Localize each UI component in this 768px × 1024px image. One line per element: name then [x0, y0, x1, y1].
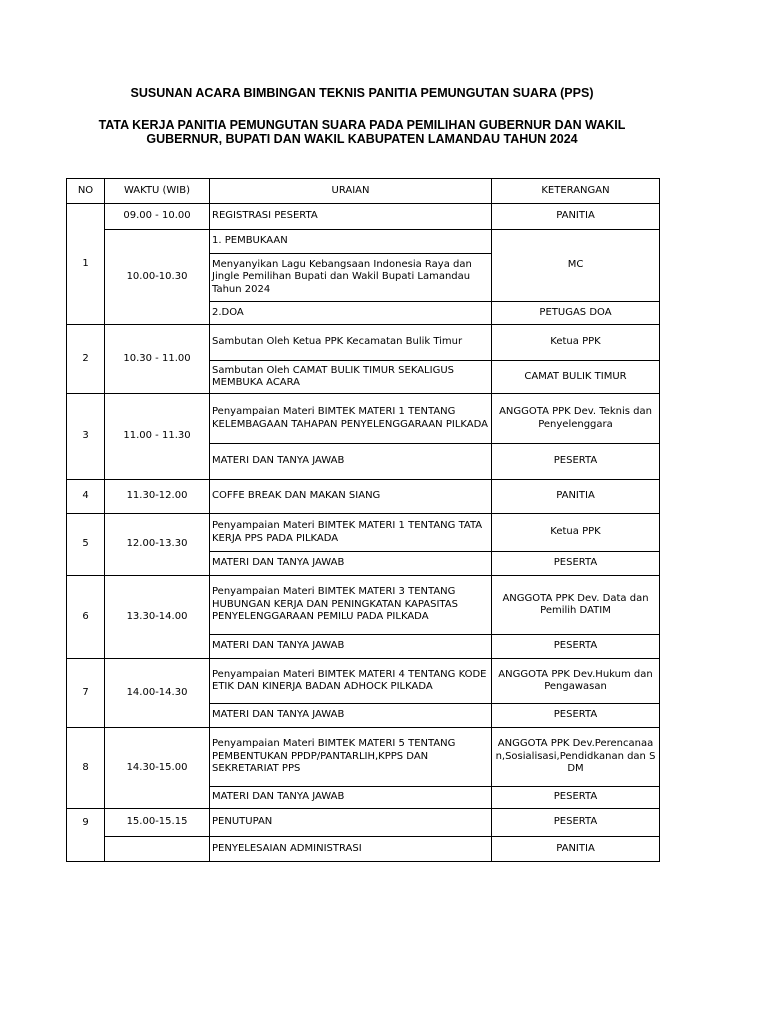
row-uraian: Penyampaian Materi BIMTEK MATERI 4 TENTANG KODE ETIK DAN KINERJA BADAN ADHOCK PILKADA: [210, 659, 492, 704]
row-no: 7: [67, 659, 105, 728]
row-keterangan: PESERTA: [492, 635, 660, 659]
row-waktu: 11.30-12.00: [105, 480, 210, 514]
row-no: 2: [67, 325, 105, 394]
table-header-row: [67, 179, 660, 204]
row-uraian: Sambutan Oleh Ketua PPK Kecamatan Bulik Timur: [210, 325, 492, 361]
row-no: 8: [67, 728, 105, 809]
row-keterangan: PANITIA: [492, 204, 660, 230]
row-uraian: Penyampaian Materi BIMTEK MATERI 1 TENTANG KELEMBAGAAN TAHAPAN PENYELENGGARAAN PILKADA: [210, 394, 492, 444]
row-keterangan: PESERTA: [492, 444, 660, 480]
row-keterangan: ANGGOTA PPK Dev.Perencanaan,Sosialisasi,Pendidkanan dan SDM: [492, 728, 660, 787]
row-keterangan: MC: [492, 230, 660, 302]
table-row: [67, 204, 660, 230]
table-row: [67, 230, 660, 254]
row-uraian: 1. PEMBUKAAN: [210, 230, 492, 254]
row-keterangan: ANGGOTA PPK Dev. Teknis dan Penyelenggara: [492, 394, 660, 444]
table-row: [67, 514, 660, 552]
row-keterangan: ANGGOTA PPK Dev.Hukum dan Pengawasan: [492, 659, 660, 704]
table-row: [67, 728, 660, 787]
table-row: [67, 576, 660, 635]
row-waktu: 09.00 - 10.00: [105, 204, 210, 230]
row-keterangan: PESERTA: [492, 809, 660, 837]
document-title: SUSUNAN ACARA BIMBINGAN TEKNIS PANITIA PEMUNGUTAN SUARA (PPS): [130, 86, 594, 100]
row-waktu: 13.30-14.00: [105, 576, 210, 659]
row-waktu: 10.00-10.30: [105, 230, 210, 325]
header-waktu: WAKTU (WIB): [105, 179, 210, 204]
row-waktu: 15.00-15.15: [105, 809, 210, 837]
row-no: 3: [67, 394, 105, 480]
row-keterangan: CAMAT BULIK TIMUR: [492, 361, 660, 394]
row-keterangan: ANGGOTA PPK Dev. Data dan Pemilih DATIM: [492, 576, 660, 635]
row-uraian: COFFE BREAK DAN MAKAN SIANG: [210, 480, 492, 514]
row-no-empty: [67, 837, 105, 862]
row-keterangan: PANITIA: [492, 837, 660, 862]
row-uraian: 2.DOA: [210, 302, 492, 325]
row-uraian: MATERI DAN TANYA JAWAB: [210, 444, 492, 480]
row-waktu-empty: [105, 837, 210, 862]
row-keterangan: PESERTA: [492, 704, 660, 728]
row-waktu: 11.00 - 11.30: [105, 394, 210, 480]
row-uraian: MATERI DAN TANYA JAWAB: [210, 635, 492, 659]
row-keterangan: PANITIA: [492, 480, 660, 514]
row-uraian: Penyampaian Materi BIMTEK MATERI 3 TENTANG HUBUNGAN KERJA DAN PENINGKATAN KAPASITAS PENYELENGGARAAN PEMILU PADA PILKADA: [210, 576, 492, 635]
row-keterangan: PESERTA: [492, 552, 660, 576]
row-uraian: PENUTUPAN: [210, 809, 492, 837]
document-subtitle: [60, 118, 664, 146]
row-uraian: REGISTRASI PESERTA: [210, 204, 492, 230]
table-row: [67, 325, 660, 361]
row-uraian: PENYELESAIAN ADMINISTRASI: [210, 837, 492, 862]
header-no: NO: [67, 179, 105, 204]
row-uraian: MATERI DAN TANYA JAWAB: [210, 787, 492, 809]
row-keterangan: Ketua PPK: [492, 514, 660, 552]
row-uraian: Penyampaian Materi BIMTEK MATERI 5 TENTANG PEMBENTUKAN PPDP/PANTARLIH,KPPS DAN SEKRETARIAT PPS: [210, 728, 492, 787]
row-uraian: Sambutan Oleh CAMAT BULIK TIMUR SEKALIGUS MEMBUKA ACARA: [210, 361, 492, 394]
row-waktu: 10.30 - 11.00: [105, 325, 210, 394]
row-waktu: 14.30-15.00: [105, 728, 210, 809]
row-uraian: Penyampaian Materi BIMTEK MATERI 1 TENTANG TATA KERJA PPS PADA PILKADA: [210, 514, 492, 552]
table-row: [67, 394, 660, 444]
table-row: [67, 837, 660, 862]
schedule-table: [66, 178, 660, 862]
row-waktu: 14.00-14.30: [105, 659, 210, 728]
row-keterangan: Ketua PPK: [492, 325, 660, 361]
row-uraian: MATERI DAN TANYA JAWAB: [210, 704, 492, 728]
table-row: [67, 480, 660, 514]
row-uraian: MATERI DAN TANYA JAWAB: [210, 552, 492, 576]
subtitle-line-1: TATA KERJA PANITIA PEMUNGUTAN SUARA PADA PEMILIHAN GUBERNUR DAN WAKIL: [98, 118, 626, 132]
row-waktu: 12.00-13.30: [105, 514, 210, 576]
row-uraian: Menyanyikan Lagu Kebangsaan Indonesia Raya dan Jingle Pemilihan Bupati dan Wakil Bupati Lamandau Tahun 2024: [210, 254, 492, 302]
row-no: 4: [67, 480, 105, 514]
row-keterangan: PESERTA: [492, 787, 660, 809]
row-keterangan: PETUGAS DOA: [492, 302, 660, 325]
row-no: 5: [67, 514, 105, 576]
subtitle-line-2: GUBERNUR, BUPATI DAN WAKIL KABUPATEN LAMANDAU TAHUN 2024: [146, 132, 578, 146]
table-row: [67, 809, 660, 837]
header-uraian: URAIAN: [210, 179, 492, 204]
header-keterangan: KETERANGAN: [492, 179, 660, 204]
row-no: 1: [67, 204, 105, 325]
table-row: [67, 659, 660, 704]
row-no: 6: [67, 576, 105, 659]
row-no: 9: [67, 809, 105, 837]
